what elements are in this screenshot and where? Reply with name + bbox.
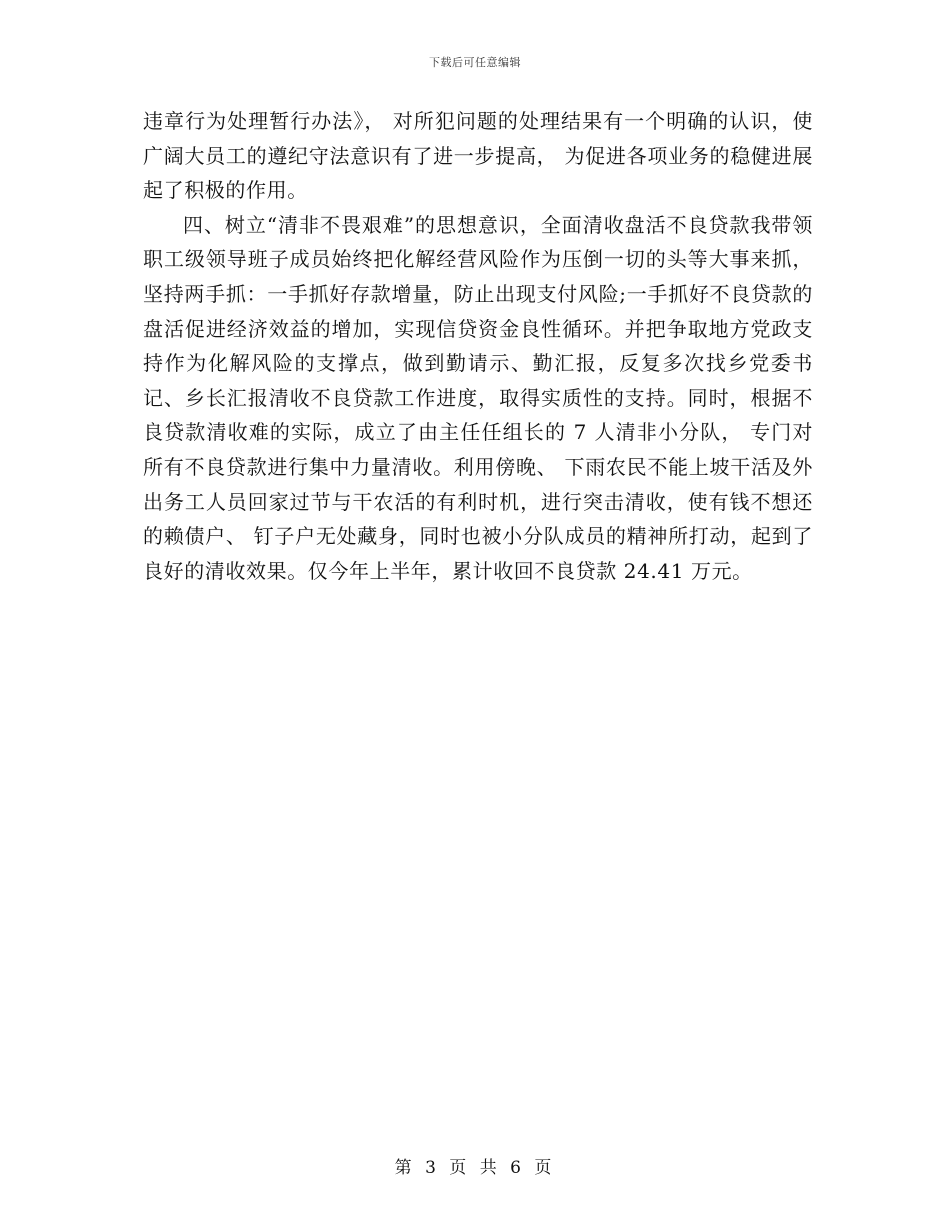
page-number-footer: 第 3 页 共 6 页 [394,1158,556,1178]
paragraph-section-four: 四、树立“清非不畏艰难”的思想意识，全面清收盘活不良贷款我带领职工级领导班子成员始终把化解经营风险作为压倒一切的头等大事来抓，坚持两手抓：一手抓好存款增量，防止出现支付风险;一手抓好不良贷款的盘活促进经济效益的增加，实现信贷资金良性循环。并把争取地方党政支持作为化解风险的支撑点，做到勤请示、勤汇报，反复多次找乡党委书记、乡长汇报清收不良贷款工作进度，取得实质性的支持。同时，根据不良贷款清收难的实际，成立了由主任任组长的 7 人清非小分队， 专门对所有不良贷款进行集中力量清收。利用傍晚、 下雨农民不能上坡干活及外出务工人员回家过节与干农活的有利时机，进行突击清收，使有钱不想还的赖债户、 钉子户无处藏身，同时也被小分队成员的精神所打动，起到了良好的清收效果。仅今年上半年，累计收回不良贷款 24.41 万元。 [143,212,813,583]
paragraph-continuation: 违章行为处理暂行办法》， 对所犯问题的处理结果有一个明确的认识，使广阔大员工的遵纪守法意识有了进一步提高， 为促进各项业务的稳健进展起了积极的作用。 [143,109,813,203]
document-body [143,104,813,588]
page-header-note: 下载后可任意编辑 [429,56,521,69]
